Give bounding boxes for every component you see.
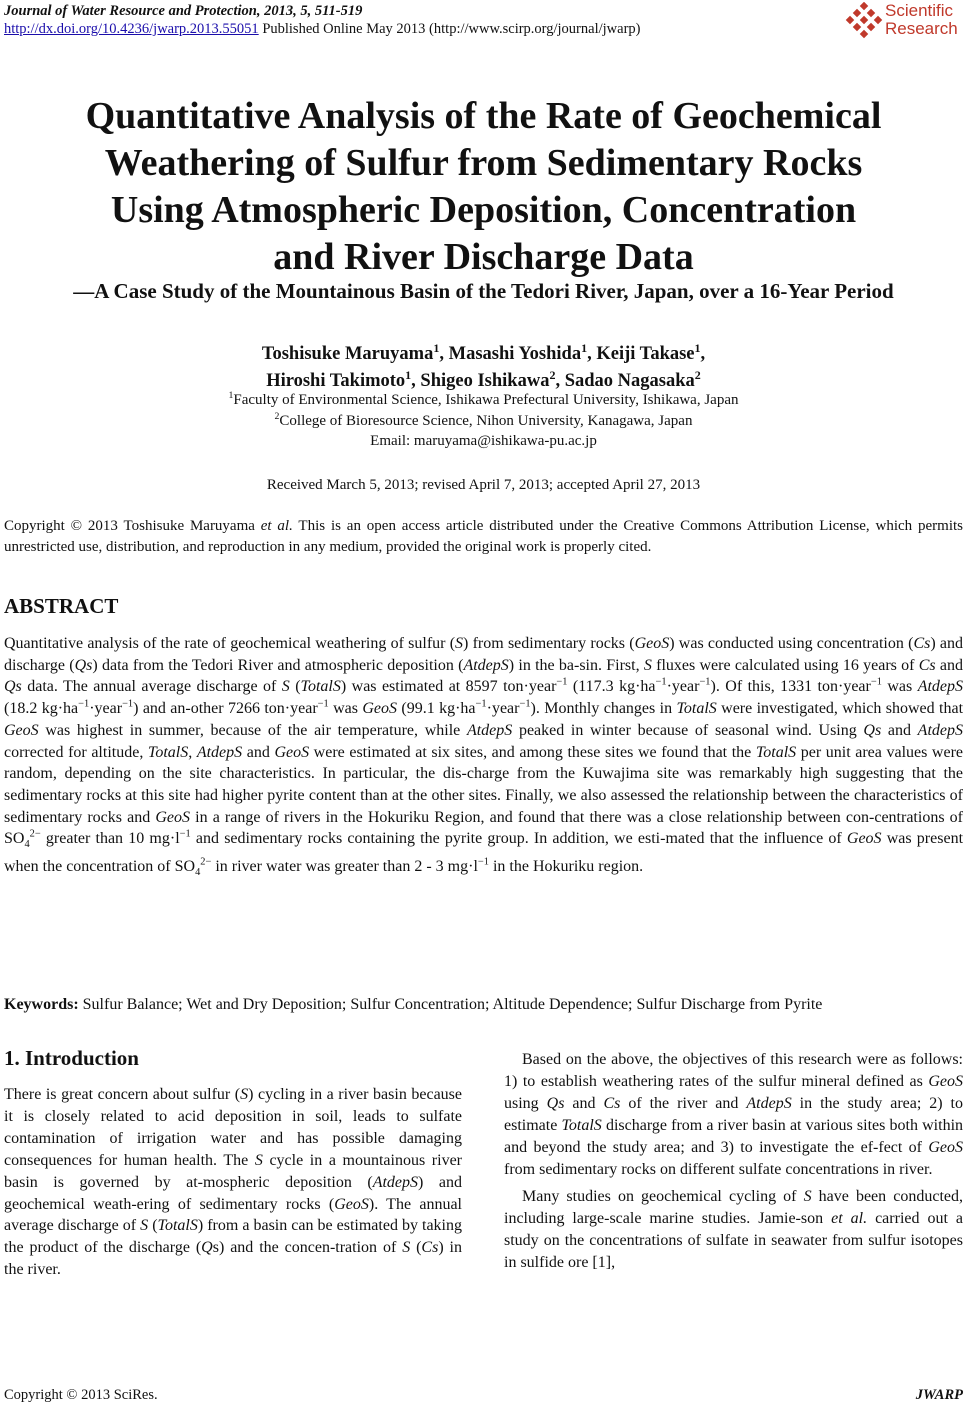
affiliation-1 <box>0 392 967 409</box>
logo-line2: Research <box>885 19 958 38</box>
copyright-text: Copyright © 2013 Toshisuke Maruyama <box>4 518 261 534</box>
intro-paragraph-1: There is great concern about sulfur (S) cycling in a river basin because it is closely related to acid deposition in soil, leads to sulfate contamination of irrigation water and has possible damaging consequences for human health. The S cycle in a mountainous river basin is governed by at-mospheric deposition (AtdepS) and geochemical weath-ering of sedimentary rocks (GeoS). The annual average discharge of S (TotalS) from a basin can be estimated by taking the product of the discharge (Qs) and the concen-tration of S (Cs) in the river. <box>4 1086 463 1279</box>
footer-copyright: Copyright © 2013 SciRes. <box>4 1387 158 1403</box>
section-heading-introduction: 1. Introduction <box>4 1046 139 1070</box>
scirp-logo-icon <box>845 2 883 40</box>
affiliation-marker: 1 <box>405 367 412 382</box>
affiliation-marker: 1 <box>694 340 701 355</box>
author-email: Email: maruyama@ishikawa-pu.ac.jp <box>370 433 597 449</box>
intro-paragraph-2: Based on the above, the objectives of this research were as follows: 1) to establish weathering rates of the sulfur mineral defined as GeoS using Qs and Cs of the river and AtdepS in the study area; 2) to estimate TotalS discharge from a river basin at various sites both within and beyond the study area; and 3) to investigate the ef-fect of GeoS from sedimentary rocks on different sulfate concentrations in river. <box>504 1051 964 1178</box>
author-name: Sadao Nagasaka <box>564 371 695 391</box>
intro-paragraph-3: Many studies on geochemical cycling of S have been conducted, including large-scale marine studies. Jamie-son et al. carried out a study on the concentrations of sulfate in seawater from sulfur isotopes in sulfide ore [1], <box>504 1188 964 1272</box>
volume-pages: , 2013, 5, 511-519 <box>256 3 363 19</box>
author-name: Hiroshi Takimoto <box>266 371 406 391</box>
copyright-notice <box>4 516 963 558</box>
paper-title <box>0 93 967 281</box>
title-line: Quantitative Analysis of the Rate of Geochemical <box>85 95 882 137</box>
affiliation-marker: 2 <box>549 367 556 382</box>
author-name: Toshisuke Maruyama <box>261 344 434 364</box>
author-name: Masashi Yoshida <box>448 344 582 364</box>
abstract-heading: ABSTRACT <box>4 594 119 618</box>
publisher-logo <box>845 2 967 42</box>
doi-line <box>4 21 640 38</box>
copyright-etal: et al. <box>260 518 293 534</box>
paper-subtitle: —A Case Study of the Mountainous Basin of the Tedori River, Japan, over a 16-Year Period <box>73 279 894 303</box>
affiliation-2 <box>0 413 967 430</box>
affiliation-marker: 2 <box>274 411 280 422</box>
author-list: Toshisuke Maruyama$^1$, Masashi Yoshida$^1$, Keiji Takase$^1$, Hiroshi Takimoto$^1$, Shigeo Ishikawa$^2$, Sadao Nagasaka$^2$ <box>261 340 706 391</box>
abstract-text: Quantitative analysis of the rate of geochemical weathering of sulfur (S) from sedimentary rocks (GeoS) was conducted using concentration (Cs) and discharge (Qs) data from the Tedori River and atmospheric deposition (AtdepS) in the ba-sin. First, S fluxes were calculated using 16 years of Cs and Qs data. The annual average discharge of S (TotalS) was estimated at 8597 ton·year$^{-1}$ (117.3 $kg\cdot ha^{-1}\cdot year^{-1}$). Of this, 1331 ton·year$^{-1}$ was AtdepS (18.2 $kg\cdot ha^{-1}\cdot year^{-1}$) and an-other 7266 ton·year$^{-1}$ was GeoS (99.1 $kg\cdot ha^{-1}\cdot year^{-1}$). Monthly changes in TotalS were investigated, which showed that GeoS was highest in summer, because of the air temperature, while AtdepS peaked in winter because of seasonal wind. Using Qs and AtdepS corrected for altitude, TotalS, AtdepS and GeoS were estimated at six sites, and among these sites we found that the TotalS per unit area values were random, depending on the site characteristics. In particular, the dis-charge from the Kuwajima site was remarkably high suggesting that the sedimentary rocks at this site had higher pyrite content than at the other sites. Finally, we also assessed the relationship between the characteristics of sedimentary rocks and GeoS in a range of rivers in the Hokuriku Region, and found that there was a close relationship between con-centrations of $SO_4^{2-}$ greater than 10 $mg\cdot l^{-1}$ and sedimentary rocks containing the pyrite group. In addition, we esti-mated that the influence of GeoS was present when the concentration of $SO_4^{2-}$ in river water was greater than 2 - 3 $mg\cdot l^{-1}$ in the Hokuriku region. <box>4 635 964 879</box>
footer-journal-abbrev: JWARP <box>915 1387 963 1403</box>
published-info: Published Online May 2013 (http://www.scirp.org/journal/jwarp) <box>258 21 641 37</box>
title-line: and River Discharge Data <box>273 236 694 278</box>
doi-link[interactable]: http://dx.doi.org/10.4236/jwarp.2013.55051 <box>4 21 259 37</box>
column-left <box>4 1084 462 1281</box>
keywords-block <box>4 994 963 1016</box>
keywords-list: Sulfur Balance; Wet and Dry Deposition; Sulfur Concentration; Altitude Dependence; Sulfur Discharge from Pyrite <box>82 996 823 1013</box>
title-line: Using Atmospheric Deposition, Concentration <box>110 189 857 231</box>
logo-line1: Scientific <box>885 1 954 20</box>
affiliation-text: College of Bioresource Science, Nihon University, Kanagawa, Japan <box>279 413 693 429</box>
journal-name: Journal of Water Resource and Protection <box>4 3 257 19</box>
affiliation-marker: 1 <box>433 340 440 355</box>
affiliation-marker: 1 <box>581 340 588 355</box>
column-right <box>504 1049 963 1274</box>
copyright-text: This is an open access article distributed under the Creative Commons Attribution License, which permits unrestricted use, distribution, and reproduction in any medium, provided the original work is properly cited. <box>4 518 963 555</box>
journal-citation <box>4 3 362 20</box>
received-dates: Received March 5, 2013; revised April 7, 2013; accepted April 27, 2013 <box>266 477 701 493</box>
author-name: Keiji Takase <box>596 344 695 364</box>
affiliation-text: Faculty of Environmental Science, Ishikawa Prefectural University, Ishikawa, Japan <box>233 392 739 408</box>
title-line: Weathering of Sulfur from Sedimentary Rocks <box>104 142 863 184</box>
logo-wordmark <box>885 2 958 38</box>
author-name: Shigeo Ishikawa <box>420 371 550 391</box>
affiliation-marker: 1 <box>228 390 234 401</box>
keywords-label: Keywords: <box>4 996 79 1013</box>
affiliation-marker: 2 <box>694 367 701 382</box>
